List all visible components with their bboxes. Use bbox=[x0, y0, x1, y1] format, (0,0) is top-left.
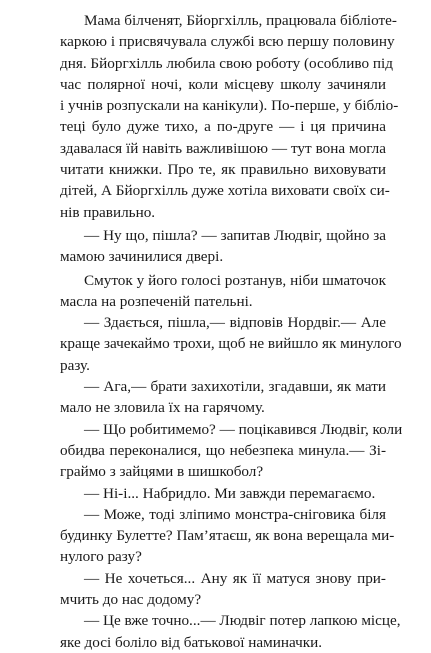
paragraph-line: дня. Бйоргхiлль любила свою роботу (особливо пiд bbox=[60, 54, 393, 72]
page-text bbox=[60, 10, 403, 653]
dialogue-line: — Це вже точно...— Людвiг потер лапкою мiсце, bbox=[84, 612, 401, 630]
dialogue-line: будинку Булетте? Пам’ятаєш, як вона верещала ми- bbox=[60, 527, 395, 545]
dialogue-line: — Здається, пiшла,— вiдповiв Нордвiг.— Але bbox=[84, 314, 386, 332]
dialogue-line: граймо з зайцями в шишкобол? bbox=[60, 463, 264, 481]
dialogue-line: обидва переконалися, що небезпека минула.— Зi- bbox=[60, 441, 386, 459]
paragraph-line: час полярної ночi, коли мiсцеву школу зачиняли bbox=[60, 75, 386, 93]
paragraph-line: Мама бiлченят, Бйоргхiлль, працювала бiблiоте- bbox=[84, 12, 397, 29]
dialogue-line: — Ага,— брати захихотiли, згадавши, як мати bbox=[84, 378, 386, 396]
paragraph-line: масла на розпеченiй пательнi. bbox=[60, 292, 253, 310]
dialogue-line: яке досi болiло вiд батькової наминачки. bbox=[60, 633, 323, 651]
dialogue-line: нулого разу? bbox=[60, 548, 142, 566]
dialogue-line: — Ну що, пiшла? — запитав Людвiг, щойно за bbox=[84, 226, 386, 244]
dialogue-line: — Нi-i... Набридло. Ми завжди перемагаємо. bbox=[84, 484, 376, 502]
dialogue-line: разу. bbox=[60, 356, 90, 374]
paragraph-line: каркою i присвячувала службi всю першу половину bbox=[60, 33, 395, 51]
dialogue-line: — Що робитимемо? — поцiкавився Людвiг, коли bbox=[84, 420, 403, 438]
paragraph-line: дiтей, А Бйоргхiлль дуже хотiла виховати своїх си- bbox=[60, 182, 390, 200]
paragraph-line: Смуток у його голосi розтанув, нiби шматочок bbox=[84, 271, 386, 289]
paragraph-line: тецi було дуже тихо, а по-друге — i ця причина bbox=[60, 118, 386, 136]
paragraph-line: i учнiв розпускали на канiкули). По-перше, у бiблiо- bbox=[60, 97, 399, 115]
dialogue-line: мало не зловила їх на гарячому. bbox=[60, 399, 265, 417]
paragraph-line: нiв правильно. bbox=[60, 203, 156, 221]
paragraph-line: читати книжки. Про те, як правильно виховувати bbox=[60, 161, 386, 179]
dialogue-line: краще зачекаймо трохи, щоб не вийшло як минулого bbox=[60, 335, 402, 353]
dialogue-line: мчить до нас додому? bbox=[60, 591, 202, 609]
dialogue-line: мамою зачинилися дверi. bbox=[60, 248, 224, 266]
dialogue-line: — Може, тодi злiпимо монстра-снiговика бiля bbox=[84, 505, 386, 523]
dialogue-line: — Не хочеться... Ану як її матуся знову при- bbox=[84, 569, 386, 587]
paragraph-line: здавалася їй навiть важливiшою — тут вона могла bbox=[60, 139, 386, 157]
